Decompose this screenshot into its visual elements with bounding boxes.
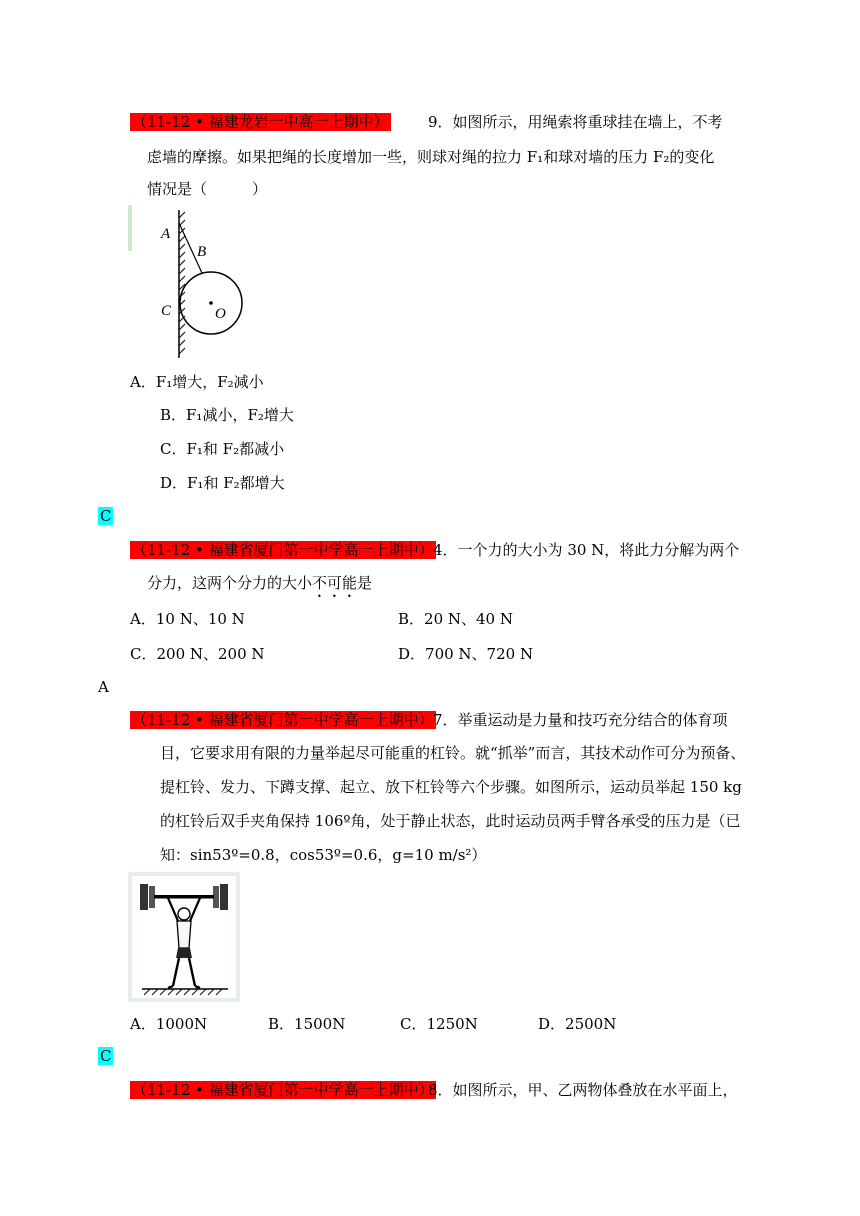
q9-option-c: C．F₁和 F₂都减小 [160, 440, 285, 458]
figure-side-bar [128, 205, 132, 251]
q9-option-d: D．F₁和 F₂都增大 [160, 474, 285, 492]
q7-option-c: C．1250N [400, 1015, 478, 1033]
q7-figure-weightlifter [132, 876, 236, 998]
q9-figure-ball-on-wall [155, 210, 255, 360]
q7-answer-badge: C [100, 1047, 112, 1065]
q7-stem-line3: 提杠铃、发力、下蹲支撑、起立、放下杠铃等六个步骤。如图所示，运动员举起 150 kg [160, 778, 742, 796]
q7-stem-line1 [433, 710, 728, 730]
q7-header [130, 710, 436, 730]
q8-stem-line1 [428, 1080, 738, 1100]
q4-option-c: C．200 N、200 N [130, 645, 265, 663]
q9-stem-line2: 虑墙的摩擦。如果把绳的长度增加一些，则球对绳的拉力 F₁和球对墙的压力 F₂的变化 [147, 148, 715, 166]
q9-stem-line3: 情况是（ ） [147, 180, 268, 198]
q9-answer-badge: C [100, 507, 112, 525]
q7-number: 7． [433, 711, 458, 729]
q7-stem-line5: 知：sin53º=0.8，cos53º=0.6，g=10 m/s²） [160, 846, 487, 864]
q7-stem-line4: 的杠铃后双手夹角保持 106º角，处于静止状态，此时运动员两手臂各承受的压力是（已 [160, 812, 741, 830]
q7-option-a: A．1000N [130, 1015, 208, 1033]
q4-source-tag: （11-12 • 福建省厦门第一中学高一上期中） [132, 541, 434, 559]
figure-label-b: B [197, 244, 207, 260]
q8-source-tag: （11-12 • 福建省厦门第一中学高一上期中） [132, 1081, 434, 1099]
q9-answer [98, 506, 113, 526]
q4-emphasis-text: 不可能 [312, 574, 358, 592]
figure-label-c: C [161, 303, 172, 319]
q4-option-b: B．20 N、40 N [398, 610, 513, 628]
q9-option-b: B．F₁减小，F₂增大 [160, 406, 294, 424]
q4-answer: A [98, 678, 109, 696]
q9-number: 9． [428, 113, 453, 131]
q4-stem-line1 [433, 540, 739, 560]
q7-option-d: D．2500N [538, 1015, 617, 1033]
q4-stem-text2a: 分力，这两个分力的大小 [147, 574, 313, 592]
figure-label-a: A [161, 226, 171, 242]
q4-stem-text1: 一个力的大小为 30 N，将此力分解为两个 [457, 541, 740, 559]
q9-stem-line1 [428, 112, 723, 132]
q7-answer [98, 1046, 113, 1066]
q9-stem-text1: 如图所示，用绳索将重球挂在墙上，不考 [452, 113, 723, 131]
q7-option-b: B．1500N [268, 1015, 346, 1033]
q4-stem-text2c: 是 [357, 574, 373, 592]
q7-stem-line2: 目，它要求用有限的力量举起尽可能重的杠铃。就“抓举”而言，其技术动作可分为预备、 [160, 744, 746, 762]
q4-stem-line2 [147, 573, 372, 601]
q8-number: 8． [428, 1081, 453, 1099]
q4-option-d: D．700 N、720 N [398, 645, 534, 663]
q8-stem-text1: 如图所示，甲、乙两物体叠放在水平面上， [452, 1081, 738, 1099]
q7-stem-text1: 举重运动是力量和技巧充分结合的体育项 [457, 711, 728, 729]
q8-header [130, 1080, 436, 1100]
figure-label-o: O [215, 306, 226, 322]
q4-number: 4． [433, 541, 458, 559]
q4-option-a: A．10 N、10 N [130, 610, 245, 628]
q9-option-a: A．F₁增大，F₂减小 [130, 373, 264, 391]
q4-header [130, 540, 436, 560]
q9-source-tag: （11-12 • 福建龙岩一中高一上期中） [132, 113, 389, 131]
q9-header [130, 112, 391, 132]
q7-source-tag: （11-12 • 福建省厦门第一中学高一上期中） [132, 711, 434, 729]
